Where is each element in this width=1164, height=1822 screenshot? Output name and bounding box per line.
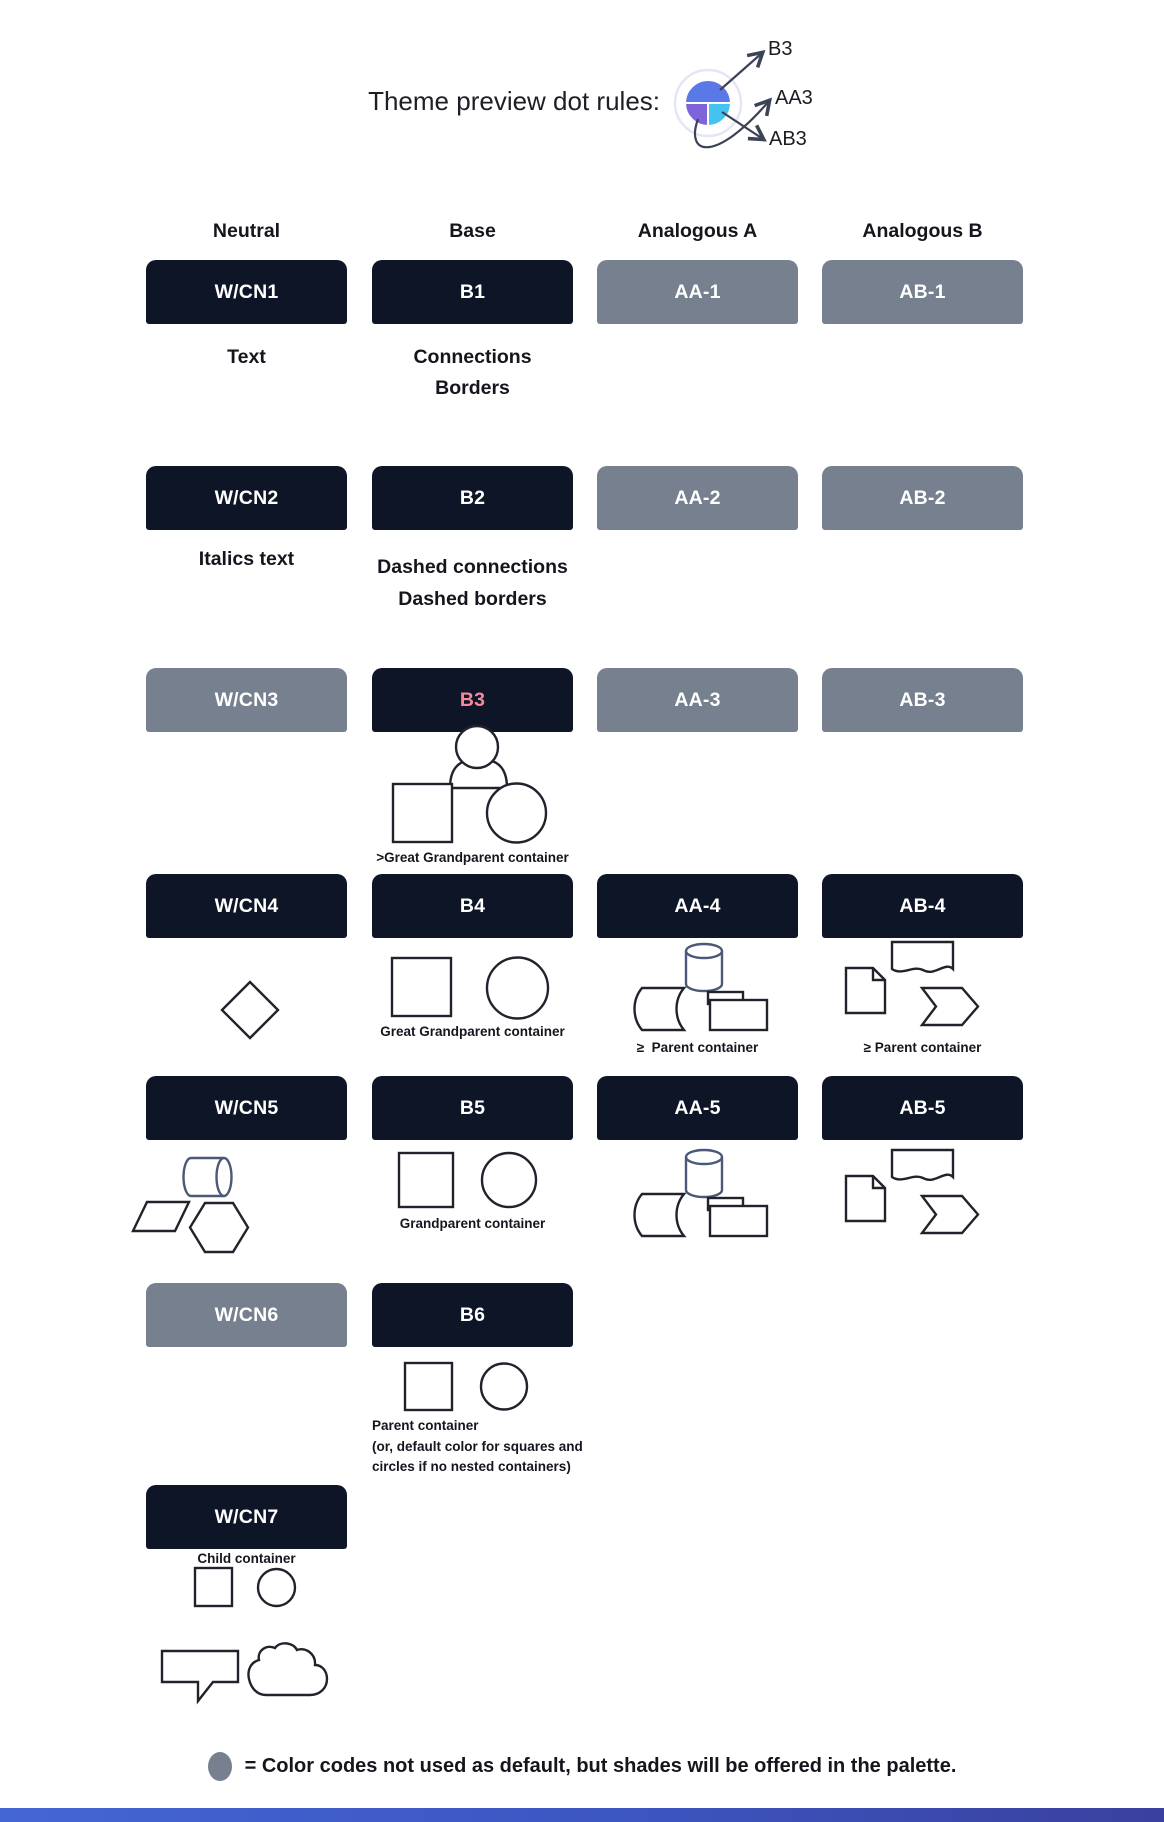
diamond-shape: [222, 982, 278, 1038]
horizontal-cylinder-cap-shape: [217, 1158, 232, 1196]
arrow-to-ab3: [722, 112, 763, 139]
wcn5-shape-group: [120, 1145, 265, 1260]
swatch-ab2: AB-2: [822, 466, 1023, 530]
swatch-aa4: AA-4: [597, 874, 798, 938]
square-shape: [392, 958, 451, 1016]
dot-label-ab3: AB3: [769, 128, 807, 150]
swatch-aa1: AA-1: [597, 260, 798, 324]
document-shape: [846, 968, 885, 1013]
b4-shape-group: [385, 950, 555, 1025]
circle-shape: [487, 784, 546, 843]
caption-borders: Borders: [435, 377, 510, 399]
cloud-shape: [248, 1643, 327, 1695]
column-header-neutral: Neutral: [212, 220, 281, 242]
ab5-shape-group: [835, 1143, 995, 1248]
b5-shape-group: [390, 1145, 550, 1217]
caption-b6-line3: circles if no nested containers): [372, 1459, 571, 1474]
arrow-to-b3: [720, 53, 762, 90]
parallelogram-shape: [133, 1202, 189, 1231]
legend: [0, 1752, 1164, 1781]
square-shape: [405, 1363, 452, 1410]
stored-data-shape: [635, 1194, 685, 1236]
square-shape: [393, 784, 452, 842]
swatch-aa3: AA-3: [597, 668, 798, 732]
swatch-wcn1: W/CN1: [146, 260, 347, 324]
square-shape: [399, 1153, 453, 1207]
preview-dot-top-wedge: [685, 80, 731, 103]
caption-connections: Connections: [413, 346, 532, 368]
swatch-wcn2: W/CN2: [146, 466, 347, 530]
wcn7-shape-group: [185, 1560, 310, 1615]
swatch-wcn7: W/CN7: [146, 1485, 347, 1549]
swatch-ab3: AB-3: [822, 668, 1023, 732]
column-header-analogous-a: Analogous A: [637, 220, 758, 242]
caption-b4-shapes: Great Grandparent container: [380, 1024, 565, 1039]
cylinder-top-shape: [686, 1150, 722, 1164]
circle-shape: [481, 1364, 527, 1410]
swatch-wcn4: W/CN4: [146, 874, 347, 938]
speech-bubble-shape: [162, 1651, 238, 1701]
caption-dashed-connections: Dashed connections: [377, 556, 568, 578]
caption-aa4-shapes: ≥ Parent container: [636, 1040, 759, 1055]
circle-shape: [258, 1569, 295, 1606]
hexagon-shape: [190, 1203, 248, 1252]
folder-shape: [710, 1206, 767, 1236]
swatch-ab5: AB-5: [822, 1076, 1023, 1140]
torn-paper-shape: [892, 942, 953, 972]
swatch-ab1: AB-1: [822, 260, 1023, 324]
swatch-b1: B1: [372, 260, 573, 324]
caption-b3-shapes: >Great Grandparent container: [376, 850, 569, 865]
page-title: Theme preview dot rules:: [368, 86, 660, 116]
swatch-aa2: AA-2: [597, 466, 798, 530]
document-shape: [846, 1176, 885, 1221]
aa4-shape-group: [620, 935, 785, 1035]
circle-shape: [487, 958, 548, 1019]
wcn4-shape-group: [215, 975, 285, 1045]
dot-label-aa3: AA3: [775, 87, 813, 109]
caption-wcn7-shapes: Child container: [197, 1551, 296, 1566]
ab4-shape-group: [835, 935, 995, 1040]
wcn7-shape-group-2: [150, 1638, 340, 1718]
aa5-shape-group: [620, 1141, 785, 1241]
square-shape: [195, 1568, 232, 1606]
swatch-aa5: AA-5: [597, 1076, 798, 1140]
chevron-shape: [922, 988, 978, 1025]
bottom-bar: [0, 1808, 1164, 1822]
torn-paper-shape: [892, 1150, 953, 1180]
stored-data-shape: [635, 988, 685, 1030]
caption-b6-line1: Parent container: [372, 1418, 479, 1433]
caption-b6-line2: (or, default color for squares and: [372, 1439, 583, 1454]
swatch-wcn5: W/CN5: [146, 1076, 347, 1140]
swatch-b6: B6: [372, 1283, 573, 1347]
swatch-b2: B2: [372, 466, 573, 530]
column-header-analogous-b: Analogous B: [862, 220, 983, 242]
dot-label-b3: B3: [768, 38, 793, 60]
b3-shape-group: [380, 720, 565, 850]
swatch-b4: B4: [372, 874, 573, 938]
legend-dot-icon: [208, 1752, 232, 1781]
swatch-wcn3: W/CN3: [146, 668, 347, 732]
legend-text: = Color codes not used as default, but shades will be offered in the palette.: [244, 1755, 957, 1777]
swatch-b3: B3: [372, 668, 573, 732]
caption-italics-text: Italics text: [198, 548, 295, 570]
column-header-base: Base: [449, 220, 496, 242]
swatch-ab4: AB-4: [822, 874, 1023, 938]
swatch-wcn6: W/CN6: [146, 1283, 347, 1347]
cylinder-top-shape: [686, 944, 722, 958]
b6-shape-group: [395, 1352, 545, 1417]
caption-text: Text: [227, 346, 266, 368]
caption-ab4-shapes: ≥ Parent container: [863, 1040, 982, 1055]
caption-b5-shapes: Grandparent container: [399, 1216, 546, 1231]
person-head-shape: [456, 726, 498, 768]
folder-shape: [710, 1000, 767, 1030]
chevron-shape: [922, 1196, 978, 1233]
circle-shape: [482, 1153, 536, 1207]
caption-dashed-borders: Dashed borders: [398, 588, 547, 610]
swatch-b5: B5: [372, 1076, 573, 1140]
